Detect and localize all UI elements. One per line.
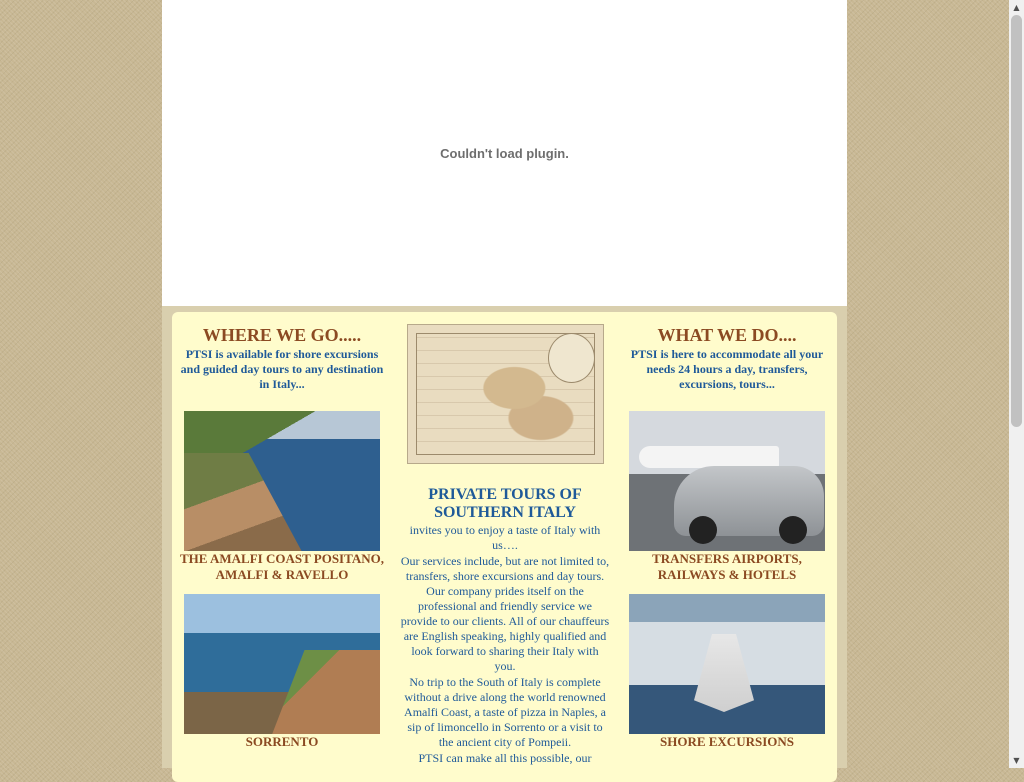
amalfi-coast-caption[interactable]: THE AMALFI COAST POSITANO, AMALFI & RAVELLO (180, 551, 384, 582)
scroll-down-icon[interactable]: ▼ (1013, 756, 1020, 765)
italy-map-image (407, 324, 604, 464)
shore-excursions-photo[interactable] (629, 594, 825, 734)
what-we-do-column (625, 312, 829, 750)
about-column (400, 312, 610, 766)
company-heading: PRIVATE TOURS OF SOUTHERN ITALY (428, 486, 582, 521)
about-paragraph: PTSI can make all this possible, our (418, 751, 592, 765)
sorrento-caption[interactable]: SORRENTO (245, 734, 319, 749)
about-paragraph: invites you to enjoy a taste of Italy with us…. (409, 523, 601, 552)
plugin-error-message: Couldn't load plugin. (440, 146, 569, 161)
wheel-shape (779, 516, 807, 544)
what-we-do-intro: PTSI is here to accommodate all your needs 24 hours a day, transfers, excursions, tours... (630, 347, 824, 391)
about-paragraph: Our services include, but are not limited to, transfers, shore excursions and day tours. Our company prides itself on the professional and friendly service we provide to our clients. All of our chauffeurs are English speaking, highly qualified and look forward to sharing their Italy with you. (400, 554, 610, 673)
cruise-ship-shape (694, 634, 754, 712)
where-we-go-column (180, 312, 384, 750)
what-we-do-heading: WHAT WE DO.... (657, 325, 797, 345)
scroll-up-icon[interactable]: ▲ (1013, 3, 1020, 12)
wheel-shape (689, 516, 717, 544)
scrollbar-thumb[interactable] (1011, 15, 1022, 427)
amalfi-coast-photo[interactable] (184, 411, 380, 551)
shore-excursions-caption[interactable]: SHORE EXCURSIONS (659, 734, 794, 749)
map-cartouche (548, 333, 595, 383)
transfers-photo[interactable] (629, 411, 825, 551)
jet-shape (639, 446, 779, 468)
about-paragraph: No trip to the South of Italy is complete without a drive along the world renowned Amalfi Coast, a taste of pizza in Naples, a sip of limoncello in Sorrento or a visit to the ancient city of Pompeii. (404, 675, 606, 749)
where-we-go-heading: WHERE WE GO..... (202, 325, 362, 345)
transfers-caption[interactable]: TRANSFERS AIRPORTS, RAILWAYS & HOTELS (652, 551, 802, 582)
where-we-go-intro: PTSI is available for shore excursions and guided day tours to any destination in Italy... (180, 347, 384, 391)
vertical-scrollbar[interactable] (1009, 0, 1024, 768)
content-panel (172, 312, 837, 782)
plugin-placeholder (162, 0, 847, 306)
sorrento-photo[interactable] (184, 594, 380, 734)
